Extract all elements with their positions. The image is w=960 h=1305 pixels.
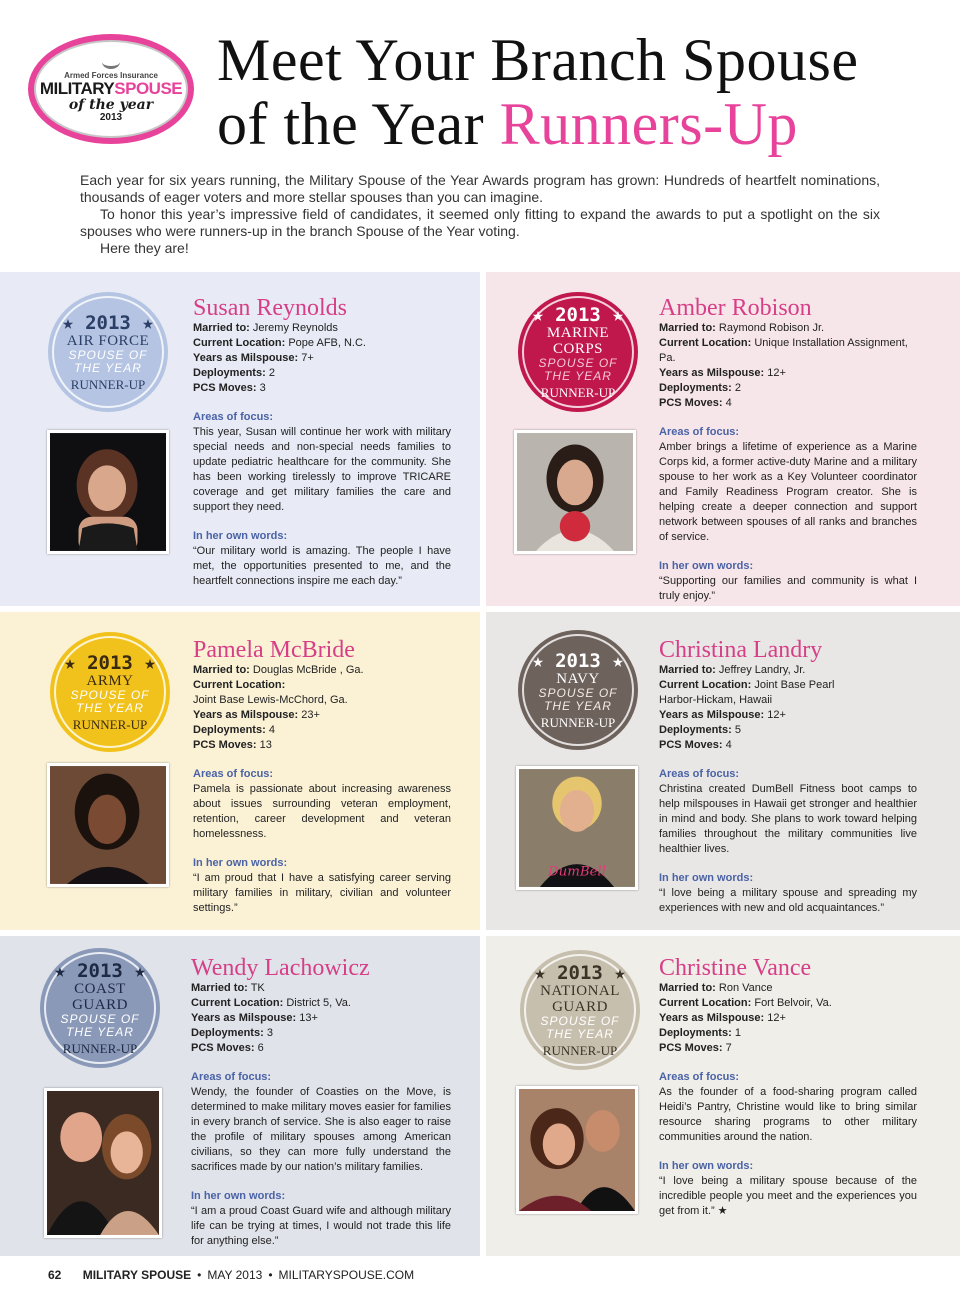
profile-name: Amber Robison	[659, 295, 812, 321]
profile-name: Christina Landry	[659, 637, 823, 663]
value-married: Jeremy Reynolds	[252, 322, 338, 334]
words-heading: In her own words:	[193, 530, 288, 542]
label-years: Years as Milspouse:	[193, 352, 299, 364]
footer-site: MILITARYSPOUSE.COM	[278, 1268, 415, 1282]
fact-pcs	[659, 738, 917, 753]
label-married: Married to:	[193, 322, 250, 334]
eagle-icon	[102, 55, 120, 69]
badge-soy-a: SPOUSE OF	[540, 1013, 620, 1028]
fact-location	[659, 996, 917, 1011]
profile-text	[191, 956, 451, 1249]
portrait-image	[519, 1089, 635, 1211]
portrait-image	[50, 433, 166, 551]
intro-text	[80, 172, 880, 257]
award-badge	[518, 630, 638, 750]
portrait-image	[517, 433, 633, 551]
label-location: Current Location:	[193, 679, 286, 691]
fact-pcs	[191, 1041, 451, 1056]
logo-brand	[40, 80, 182, 98]
fact-married	[659, 663, 917, 678]
page-headline	[217, 28, 858, 156]
label-married: Married to:	[659, 322, 716, 334]
profile-photo	[514, 430, 636, 554]
profile-photo	[516, 1086, 638, 1214]
focus-text: Pamela is passionate about increasing awareness about issues surrounding veteran employment, retention, career development and veteran homelessness.	[193, 783, 451, 840]
badge-branch: COAST GUARD	[72, 980, 128, 1013]
badge-soy-a: SPOUSE OF	[70, 687, 150, 702]
words-heading: In her own words:	[659, 560, 754, 572]
fact-years	[659, 1011, 917, 1026]
badge-soy-b: THE YEAR	[546, 1026, 614, 1041]
badge-soy-a: SPOUSE OF	[60, 1011, 140, 1026]
focus-heading: Areas of focus:	[659, 1071, 740, 1083]
badge-soy-b: THE YEAR	[74, 360, 142, 375]
value-location: Pope AFB, N.C.	[288, 337, 366, 349]
label-pcs: PCS Moves:	[191, 1042, 255, 1054]
label-location: Current Location:	[191, 997, 284, 1009]
label-location: Current Location:	[659, 337, 752, 349]
page-footer	[48, 1268, 414, 1282]
badge-runner-up: RUNNER-UP	[540, 714, 616, 730]
fact-years	[193, 351, 451, 366]
magazine-award-logo	[28, 34, 194, 144]
badge-soy-b: THE YEAR	[66, 1024, 134, 1039]
fact-married	[193, 663, 451, 678]
value-years: 12+	[767, 367, 786, 379]
label-years: Years as Milspouse:	[193, 709, 299, 721]
logo-brand-b: SPOUSE	[114, 79, 183, 98]
logo-brand-a: MILITARY	[39, 79, 115, 98]
footer-issue: MAY 2013	[207, 1268, 263, 1282]
fact-location-line-2: Harbor-Hickam, Hawaii	[659, 694, 773, 706]
badge-ring	[54, 636, 166, 748]
focus-text: Wendy, the founder of Coasties on the Move, is determined to make military moves easier for families in every branch of service. She is also eager to raise the profile of military spouses among American civilians, so they can more fully understand the sacrifices made by our nation’s military families.	[191, 1086, 451, 1173]
fact-deployments	[193, 723, 451, 738]
value-deployments: 4	[268, 724, 275, 736]
fact-location	[659, 336, 917, 366]
label-years: Years as Milspouse:	[659, 367, 765, 379]
badge-ring	[524, 954, 636, 1066]
value-years: 13+	[299, 1012, 318, 1024]
focus-heading: Areas of focus:	[659, 768, 740, 780]
label-location: Current Location:	[659, 997, 752, 1009]
value-deployments: 2	[734, 382, 741, 394]
fact-deployments	[191, 1026, 451, 1041]
focus-heading: Areas of focus:	[659, 426, 740, 438]
portrait-image	[47, 1091, 159, 1235]
words-text: “I am proud that I have a satisfying career serving military families in military, civilian and volunteer settings.”	[193, 872, 451, 914]
headline-line-2	[217, 92, 858, 156]
value-pcs: 3	[259, 382, 266, 394]
badge-branch: AIR FORCE	[66, 332, 150, 349]
intro-paragraph-1: Each year for six years running, the Military Spouse of the Year Awards program has grown: Hundreds of heartfelt nominations, thousands of eager voters and more stellar spouses than you can imagine.	[80, 172, 880, 205]
badge-ring	[52, 296, 164, 408]
label-married: Married to:	[191, 982, 248, 994]
badge-runner-up: RUNNER-UP	[62, 1040, 138, 1056]
fact-location	[659, 678, 917, 693]
words-heading: In her own words:	[193, 857, 288, 869]
logo-script: of the year	[68, 97, 154, 113]
badge-year: ★ 2013 ★	[532, 649, 624, 672]
logo-year: 2013	[99, 112, 123, 123]
label-years: Years as Milspouse:	[191, 1012, 297, 1024]
badge-soy-b: THE YEAR	[76, 700, 144, 715]
fact-deployments	[659, 1026, 917, 1041]
award-badge	[48, 292, 168, 412]
fact-married	[193, 321, 451, 336]
profile-name: Christine Vance	[659, 955, 812, 981]
focus-text: This year, Susan will continue her work with military special needs and non-special needs families to update pediatric healthcare for the community. She has been working tirelessly to improve TRICARE coverage and get military families the care and support they need.	[193, 426, 451, 513]
words-text: “Our military world is amazing. The people I have met, the opportunities presented to me, and the heartfelt connections inspire me each day.”	[193, 545, 451, 587]
fact-years	[659, 708, 917, 723]
focus-heading: Areas of focus:	[191, 1071, 272, 1083]
badge-branch: NATIONAL GUARD	[540, 982, 620, 1015]
value-married: Raymond Robison Jr.	[718, 322, 825, 334]
value-location: District 5, Va.	[286, 997, 351, 1009]
value-married: TK	[250, 982, 265, 994]
badge-year: ★ 2013 ★	[534, 961, 626, 984]
profile-photo	[47, 763, 169, 887]
focus-text: Christina created DumBell Fitness boot camps to help milspouses in Hawaii get stronger and healthier in mind and body. She plans to work toward helping families throughout the military communities live healthier lives.	[659, 783, 917, 855]
fact-pcs	[193, 381, 451, 396]
page-number: 62	[48, 1268, 62, 1282]
label-pcs: PCS Moves:	[193, 739, 257, 751]
footer-magazine: MILITARY SPOUSE	[82, 1268, 192, 1282]
award-badge	[50, 632, 170, 752]
profile-photo	[44, 1088, 162, 1238]
badge-year: ★ 2013 ★	[532, 303, 624, 326]
fact-location	[191, 996, 451, 1011]
words-heading: In her own words:	[659, 1160, 754, 1172]
badge-branch: ARMY	[86, 672, 134, 689]
headline-line-2b: Runners-Up	[499, 91, 798, 157]
value-location: Fort Belvoir, Va.	[754, 997, 832, 1009]
profile-photo	[516, 766, 638, 890]
words-heading: In her own words:	[191, 1190, 286, 1202]
logo-sponsor: Armed Forces Insurance	[64, 71, 158, 80]
svg-text:DumBell: DumBell	[548, 864, 606, 880]
badge-runner-up: RUNNER-UP	[70, 376, 146, 392]
value-married: Douglas McBride , Ga.	[252, 664, 364, 676]
footer-separator: •	[197, 1268, 202, 1282]
award-badge	[518, 292, 638, 412]
value-location: Joint Base Pearl	[754, 679, 835, 691]
label-deployments: Deployments:	[659, 382, 732, 394]
award-badge	[520, 950, 640, 1070]
badge-branch: NAVY	[556, 670, 600, 687]
fact-pcs	[659, 1041, 917, 1056]
fact-location-line-2: Joint Base Lewis-McChord, Ga.	[193, 694, 348, 706]
fact-married	[191, 981, 451, 996]
label-years: Years as Milspouse:	[659, 709, 765, 721]
value-deployments: 3	[266, 1027, 273, 1039]
label-married: Married to:	[193, 664, 250, 676]
award-badge	[40, 948, 160, 1068]
profile-text	[193, 638, 451, 916]
headline-line-1: Meet Your Branch Spouse	[217, 27, 859, 93]
value-pcs: 13	[259, 739, 272, 751]
value-pcs: 4	[725, 397, 732, 409]
value-years: 12+	[767, 709, 786, 721]
badge-year: ★ 2013 ★	[64, 651, 156, 674]
value-years: 12+	[767, 1012, 786, 1024]
words-heading: In her own words:	[659, 872, 754, 884]
label-years: Years as Milspouse:	[659, 1012, 765, 1024]
value-deployments: 5	[734, 724, 741, 736]
label-married: Married to:	[659, 664, 716, 676]
footer-separator: •	[268, 1268, 273, 1282]
value-years: 23+	[301, 709, 320, 721]
fact-deployments	[659, 381, 917, 396]
badge-soy-a: SPOUSE OF	[68, 347, 148, 362]
label-deployments: Deployments:	[191, 1027, 264, 1039]
label-location: Current Location:	[193, 337, 286, 349]
fact-years	[191, 1011, 451, 1026]
badge-year: ★ 2013 ★	[54, 959, 146, 982]
focus-heading: Areas of focus:	[193, 768, 274, 780]
label-pcs: PCS Moves:	[659, 1042, 723, 1054]
value-pcs: 4	[725, 739, 732, 751]
value-married: Ron Vance	[718, 982, 773, 994]
profile-photo	[47, 430, 169, 554]
badge-ring	[44, 952, 156, 1064]
label-deployments: Deployments:	[193, 724, 266, 736]
portrait-image	[519, 769, 635, 887]
portrait-image	[50, 766, 166, 884]
label-married: Married to:	[659, 982, 716, 994]
label-pcs: PCS Moves:	[193, 382, 257, 394]
badge-soy-a: SPOUSE OF	[538, 685, 618, 700]
headline-line-2a: of the Year	[217, 91, 485, 157]
badge-soy-b: THE YEAR	[544, 368, 612, 383]
fact-married	[659, 321, 917, 336]
words-text: “I love being a military spouse and spreading my experiences with new and old acquaintances.”	[659, 887, 917, 914]
badge-ring	[522, 634, 634, 746]
words-text: “Supporting our families and community is what I truly enjoy.”	[659, 575, 917, 602]
intro-paragraph-3: Here they are!	[100, 240, 189, 256]
badge-ring	[522, 296, 634, 408]
fact-location	[193, 678, 451, 693]
profile-name: Pamela McBride	[193, 637, 355, 663]
badge-year: ★ 2013 ★	[62, 311, 154, 334]
profile-text	[193, 296, 451, 589]
label-location: Current Location:	[659, 679, 752, 691]
badge-runner-up: RUNNER-UP	[72, 716, 148, 732]
value-deployments: 1	[734, 1027, 741, 1039]
profile-text	[659, 296, 917, 604]
profile-name: Wendy Lachowicz	[191, 955, 370, 981]
value-pcs: 7	[725, 1042, 732, 1054]
words-text: “I am a proud Coast Guard wife and although military life can be trying at times, I would not trade this life for anything else.”	[191, 1205, 451, 1247]
focus-text: As the founder of a food-sharing program called Heidi’s Pantry, Christine would like to bring similar resource sharing programs to other military communities around the nation.	[659, 1086, 917, 1143]
value-deployments: 2	[268, 367, 275, 379]
label-pcs: PCS Moves:	[659, 397, 723, 409]
fact-deployments	[659, 723, 917, 738]
label-deployments: Deployments:	[193, 367, 266, 379]
focus-heading: Areas of focus:	[193, 411, 274, 423]
label-deployments: Deployments:	[659, 1027, 732, 1039]
value-location: Unique Installation Assignment, Pa.	[659, 337, 908, 364]
profile-name: Susan Reynolds	[193, 295, 348, 321]
logo-inner	[34, 40, 188, 138]
fact-deployments	[193, 366, 451, 381]
profile-text	[659, 956, 917, 1219]
value-pcs: 6	[257, 1042, 264, 1054]
label-deployments: Deployments:	[659, 724, 732, 736]
focus-text: Amber brings a lifetime of experience as a Marine Corps kid, a former active-duty Marine and a military spouse to her work as a Key Volunteer coordinator and Family Readiness Program creator. She is helping create a deeper connection and support network between spouses of all ranks and branches of service.	[659, 441, 917, 543]
badge-branch: MARINE CORPS	[546, 324, 610, 357]
fact-years	[193, 708, 451, 723]
value-years: 7+	[301, 352, 314, 364]
label-pcs: PCS Moves:	[659, 739, 723, 751]
intro-paragraph-2: To honor this year’s impressive field of candidates, it seemed only fitting to expand the awards to put a spotlight on the six spouses who were runners-up in the branch Spouse of the Year voting.	[80, 206, 880, 239]
value-married: Jeffrey Landry, Jr.	[718, 664, 806, 676]
fact-location	[193, 336, 451, 351]
fact-years	[659, 366, 917, 381]
words-text: “I love being a military spouse because of the incredible people you meet and the experiences you get from it.” ★	[659, 1175, 917, 1217]
badge-soy-b: THE YEAR	[544, 698, 612, 713]
fact-married	[659, 981, 917, 996]
badge-runner-up: RUNNER-UP	[540, 384, 616, 400]
badge-soy-a: SPOUSE OF	[538, 355, 618, 370]
badge-runner-up: RUNNER-UP	[542, 1042, 618, 1058]
profile-text	[659, 638, 917, 916]
fact-pcs	[659, 396, 917, 411]
fact-pcs	[193, 738, 451, 753]
